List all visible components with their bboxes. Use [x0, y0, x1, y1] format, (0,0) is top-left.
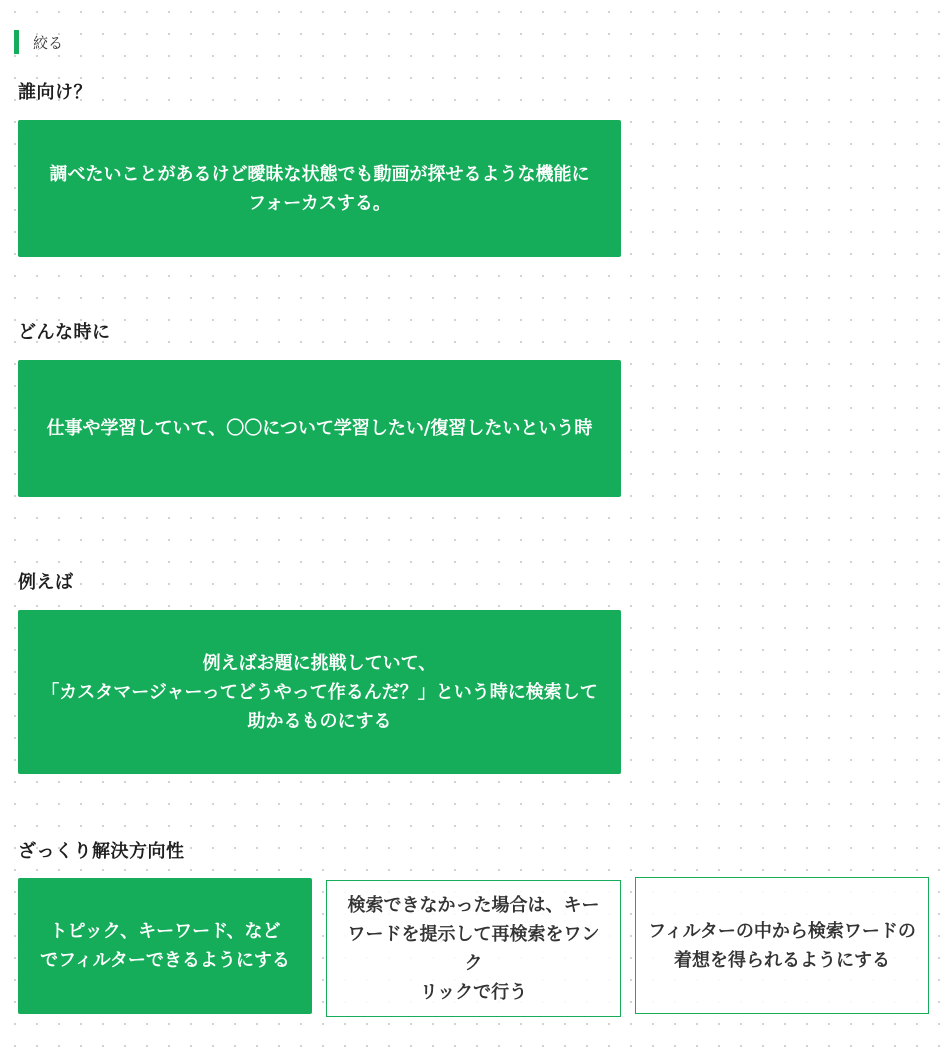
sticky-note-example[interactable]: [18, 610, 621, 774]
sticky-note-when[interactable]: [18, 360, 621, 497]
frame-title: 絞る: [33, 33, 64, 52]
frame-label[interactable]: [14, 30, 63, 54]
frame-color-bar: [14, 30, 19, 54]
sticky-note-direction-2-text: 検索できなかった場合は、キー ワードを提示して再検索をワンク リックで行う: [347, 894, 600, 1003]
sticky-note-direction-2[interactable]: [326, 880, 621, 1017]
sticky-note-direction-3-text: フィルターの中から検索ワードの 着想を得られるようにする: [648, 920, 916, 971]
heading-who[interactable]: 誰向け？: [18, 82, 92, 103]
sticky-note-direction-1-text: トピック、キーワード、など でフィルターできるようにする: [40, 921, 290, 971]
heading-example[interactable]: 例えば: [18, 572, 74, 593]
sticky-note-who-text: 調べたいことがあるけど曖昧な状態でも動画が探せるような機能に フォーカスする。: [49, 163, 590, 214]
heading-direction[interactable]: ざっくり解決方向性: [18, 841, 185, 862]
sticky-note-who[interactable]: [18, 120, 621, 257]
sticky-note-when-text: 仕事や学習していて、〇〇について学習したい/復習したいという時: [46, 418, 593, 439]
heading-when[interactable]: どんな時に: [18, 322, 111, 343]
sticky-note-direction-1[interactable]: [18, 878, 312, 1014]
sticky-note-example-text: 例えばお題に挑戦していて、 「カスタマージャーってどうやって作るんだ？」という時に検索して 助かるものにする: [41, 652, 598, 732]
sticky-note-direction-3[interactable]: [635, 877, 929, 1014]
